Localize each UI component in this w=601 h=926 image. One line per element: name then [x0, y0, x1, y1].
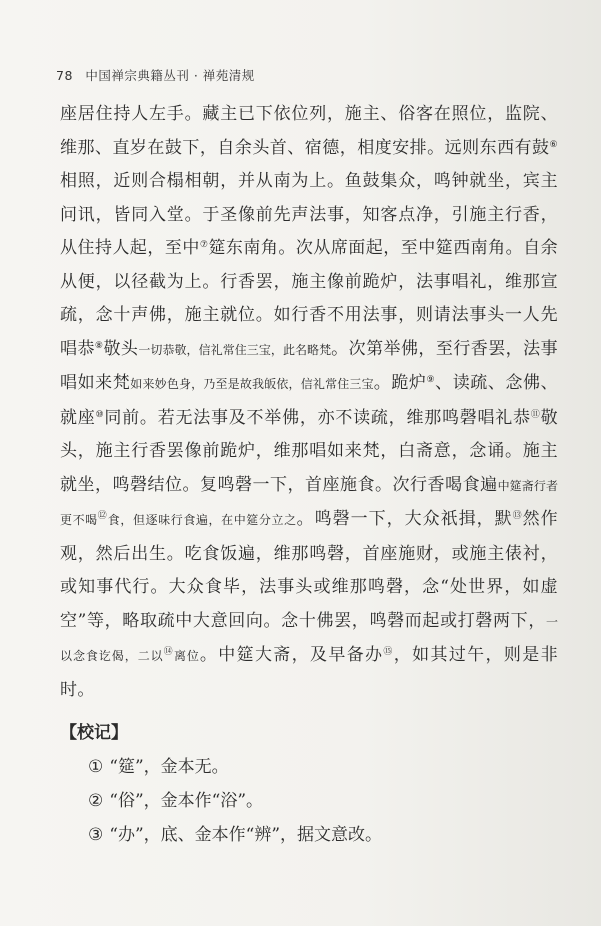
footnote-mark: ⑪ — [530, 409, 541, 420]
text-segment: 相照，近则合榻相朝，并从南为上。鱼鼓集众，鸣钟就坐，宾主问讯，皆同入堂。于圣像前先声法事，知客点净，引施主行香，从住持人起，至中 — [60, 171, 558, 258]
page-number: 78 — [56, 68, 73, 83]
note-mark: ③ — [88, 825, 104, 845]
text-segment: 筵东南角。次从席面起，至中筵西南角。自余从便，以径截为上。行香罢，施主像前跪炉，法事唱礼，维那宣疏，念十声佛，施主就位。如行香不用法事，则请法事头一人先唱恭 — [60, 238, 559, 359]
inline-annotation: 离位 — [173, 649, 200, 663]
footnote-mark: ⑨ — [426, 375, 436, 385]
footnote-mark: ⑩ — [95, 409, 105, 420]
text-segment: 。跪炉 — [373, 373, 427, 393]
inline-annotation: 中筵斋行者更不喝 — [60, 478, 558, 527]
text-segment: ，如其过午，则是非时。 — [60, 645, 558, 700]
main-text — [60, 98, 558, 707]
text-segment: 。鸣磬一下，大众祇揖，默 — [296, 509, 513, 529]
note-text: “办”，底、金本作“辨”，据文意改。 — [109, 825, 383, 845]
running-title: 中国禅宗典籍丛刊 · 禅苑清规 — [85, 68, 255, 83]
footnote-mark: ⑬ — [512, 511, 523, 521]
note-text: “筵”，金本无。 — [109, 757, 229, 777]
inline-annotation: 食，但逐味行食遍，在中筵分立之 — [107, 513, 297, 527]
text-segment: 敬头，施主行香罢像前跪炉，维那唱如来梵，白斋意，念诵。施主就坐，鸣磬结位。复鸣磬一下，首座施食。次行香喝食遍 — [60, 407, 559, 495]
text-segment: 然作观，然后出生。吃食饭遍，维那鸣磬，首座施财，或施主俵衬，或知事代行。大众食毕，法事头或维那鸣磬，念“处世界，如虚空”等，略取疏中大意回向。念十佛罢，鸣磬而起或打磬两下， — [60, 509, 558, 631]
footnote-mark: ⑦ — [199, 240, 209, 250]
text-segment: 、读疏、念佛、就座 — [60, 373, 558, 428]
note-mark: ① — [88, 757, 104, 777]
notes-title: 【校记】 — [60, 723, 128, 743]
footnote-mark: ⑧ — [94, 340, 104, 351]
note-item — [60, 750, 558, 784]
text-segment: 。次第举佛，至行香罢，法事唱如来梵 — [60, 338, 558, 393]
footnote-mark: ⑮ — [383, 647, 394, 657]
inline-annotation: 一以念食讫偈，二以 — [60, 614, 558, 663]
footnote-mark: ⑭ — [163, 647, 174, 657]
note-text: “俗”，金本作“浴”。 — [109, 791, 264, 811]
inline-annotation: 一切恭敬，信礼常住三宝，此名略梵 — [138, 342, 332, 357]
text-segment: 座居住持人左手。藏主已下依位列，施主、俗客在照位，监院、维那、直岁在鼓下，自余头首、宿德，相度安排。远则东西有鼓 — [60, 104, 558, 158]
inline-annotation: 如来妙色身，乃至是故我皈依，信礼常住三宝 — [130, 377, 374, 391]
running-header — [56, 66, 255, 84]
note-mark: ② — [88, 791, 104, 811]
note-item — [60, 818, 558, 852]
collation-notes — [60, 716, 558, 852]
note-item — [60, 784, 558, 818]
text-segment: 同前。若无法事及不举佛，亦不读疏，维那鸣磬唱礼恭 — [104, 407, 531, 428]
text-segment: 。中筵大斋，及早备办 — [199, 645, 384, 665]
text-segment: 敬头 — [103, 338, 139, 359]
footnote-mark: ⑫ — [97, 511, 108, 521]
footnote-mark: ⑥ — [549, 139, 558, 150]
